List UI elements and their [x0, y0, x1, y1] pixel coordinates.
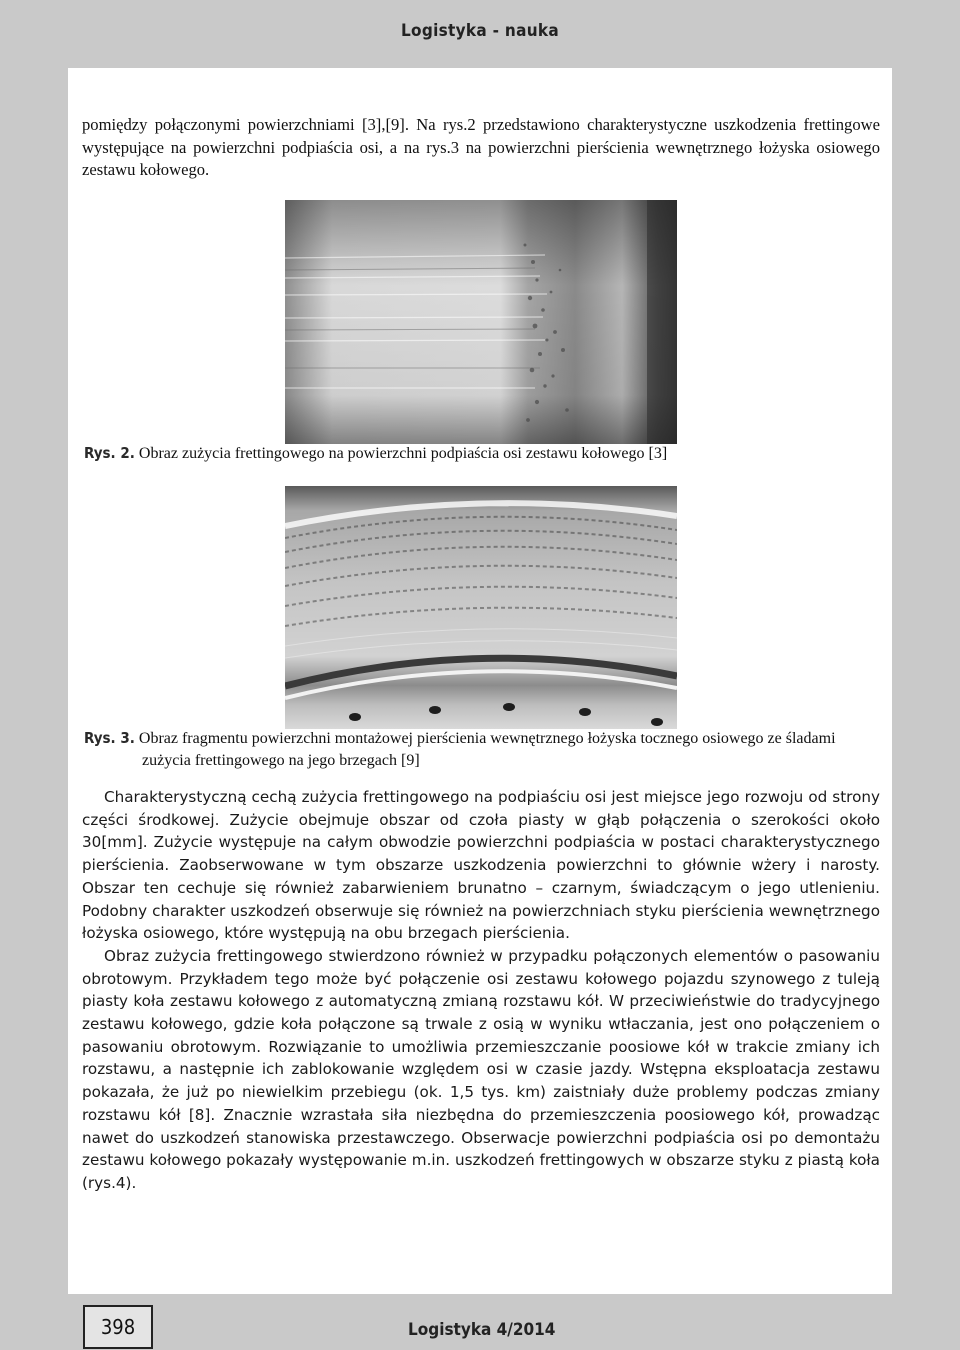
figure-2-label: Rys. 2.	[84, 444, 135, 462]
figure-3-label: Rys. 3.	[84, 729, 135, 747]
figure-2-photo	[285, 200, 677, 444]
figure-2-caption-text: Obraz zużycia frettingowego na powierzchni podpiaścia osi zestawu kołowego [3]	[138, 445, 668, 462]
intro-paragraph: pomiędzy połączonymi powierzchniami [3],[9]. Na rys.2 przedstawiono charakterystyczne uszkodzenia frettingowe występujące na powierzchni podpiaścia osi, a na rys.3 na powierzchni pierścienia wewnętrznego łożyska osiowego zestawu kołowego.	[82, 115, 880, 179]
figure-3-caption-text: Obraz fragmentu powierzchni montażowej pierścienia wewnętrznego łożyska tocznego osiowego ze śladami zużycia frettingowego na jego brzegach [9]	[138, 730, 836, 769]
running-header: Logistyka - nauka	[401, 21, 559, 41]
page-content	[68, 68, 892, 1294]
figure-2-caption	[84, 442, 884, 465]
figure-3-photo	[285, 486, 677, 729]
body-paragraph-2: Obraz zużycia frettingowego stwierdzono również w przypadku połączonych elementów o pasowaniu obrotowym. Przykładem tego może być połączenie osi zestawu kołowego pojazdu szynowego z tuleją piasty koła zestawu kołowego z automatyczną zmianą rozstawu kół. W przeciwieństwie do tradycyjnego zestawu kołowego, gdzie koła połączone są trwale z osią w wyniku wtłaczania, jest ono połączeniem o pasowaniu obrotowym. Rozwiązanie to umożliwia przemieszczanie poosiowe kół w trakcie zmiany ich rozstawu, a następnie ich zablokowanie względem osi w czasie jazdy. Wstępna eksploatacja zestawu pokazała, że już po niewielkim przebiegu (ok. 1,5 tys. km) zaistniały duże problemy podczas zmiany rozstawu kół [8]. Znacznie wzrastała siła niezbędna do przemieszczenia poosiowego kół, prowadząc nawet do uszkodzeń stanowiska przestawczego. Obserwacje powierzchni podpiaścia osi po demontażu zestawu kołowego pokazały występowanie m.in. uszkodzeń frettingowych w obszarze styku z piastą koła (rys.4).	[82, 946, 880, 1192]
body-paragraph-1: Charakterystyczną cechą zużycia frettingowego na podpiaściu osi jest miejsce jego rozwoju od strony części środkowej. Zużycie obejmuje obszar od czoła piasty w głąb połączenia o szerokości około 30[mm]. Zużycie występuje na całym obwodzie powierzchni podpiaścia w postaci charakterystycznego pierścienia. Zaobserwowane w tym obszarze uszkodzenia powierzchni to głównie wżery i narosty. Obszar ten cechuje się również zabarwieniem brunatno – czarnym, świadczącym o jego utlenieniu. Podobny charakter uszkodzeń obserwuje się również na powierzchniach styku pierścienia wewnętrznego łożyska osiowego, które występują na obu brzegach pierścienia.	[82, 788, 880, 943]
body-text	[82, 786, 880, 1195]
journal-footer: Logistyka 4/2014	[408, 1320, 556, 1340]
page-number: 398	[83, 1305, 153, 1349]
figure-3-caption	[84, 727, 882, 772]
